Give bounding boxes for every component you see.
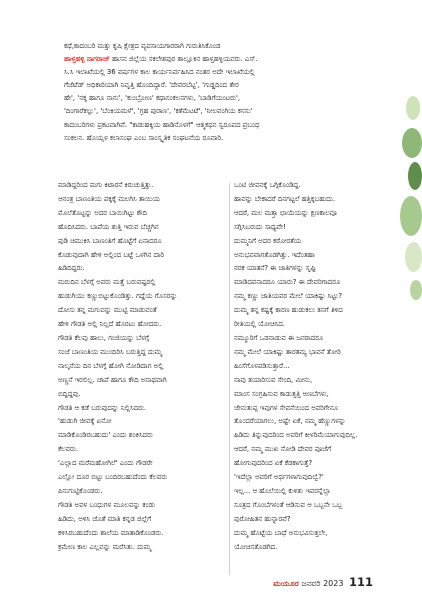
story-line: ಹಿಂಸೆಗೊಳಪಡಿಸುತ್ತಾರೆ... [234,361,290,370]
story-line: ಬಿದ್ದಿದ್ದವು. [58,389,81,398]
decorative-foliage-image [400,0,422,600]
story-line: ಎಲ್ಲೋ ದೂರ ಬಿಟ್ಟು ಬಂದಿರಬಹುದೆಂದು ಕೆಲವರು [58,473,168,482]
story-line: ಹುಡುಗಿಯು ಕಣ್ಣುಬಿಟ್ಟುಕೊಂಡಿತ್ತು. ಗದ್ದೆಯ ಗೊಸರನ್ನು [58,292,178,301]
story-line: ಹಿಡಿದು ತಿನ್ನುವುದರಿಂದ ಅವರಿಗೆ ಕೀಳರಿಮೆಯಾಗುವುದಿಲ್ಲ. [234,431,358,440]
story-line: ಹಿಡಿದಿದ್ದರು. [58,264,85,273]
page-footer [273,575,373,589]
story-line: ಮಾಡಿಕೊಂಡಿರಬಹುದು' ಎಂದು ಶಂಕಿಸಿದರು [58,431,153,440]
bio-text: ಕಾದಂಬರಿಗಳು ಪ್ರಕಟವಾಗಿವೆ. "ಕಾಡುಹಕ್ಕಿಯ ಹಾಡಿನೊಳಗೆ" ಆತ್ಮಕಥನ ಸ್ವರೂಪದ ಪ್ರಬಂಧ [64,120,260,129]
story-line: ಗೌಡತಿ ಅವಳ ಬಂಧುಗಳ ಮೂಲವನ್ನು ಕಂಡು [58,500,156,509]
story-line: ಒಂಟಿ ಜೀವನಕ್ಕೆ ಒಗ್ಗಿಕೊಂಡಿದ್ದ. [234,181,301,189]
story-line: ಹೋಗುವುದರಿಂದ ಏಕೆ ಕೆಡಕಾಗುತ್ತೆ? [234,459,313,468]
story-line: ನಮ್ಮ ಮೇಲೆ ಯಾಕಿಷ್ಟು ತಾರತಮ್ಯ ಭಾವನೆ ತೋರಿ [234,347,341,356]
story-column-left [58,179,226,554]
bio-line [64,105,388,118]
story-line: ಗೌಡತಿ ಆ ಕಡೆ ಬರುವುದನ್ನು ನಿಲ್ಲಿಸಿದರು. [58,403,147,412]
story-line: ಪಿಸುಗುಟ್ಟಿಕೊಂಡರು. [58,486,103,495]
story-line: ಪುರೋಹಿತನ ಹುನ್ನಾರವೆ? [234,514,291,523]
story-column-right [234,179,402,554]
bio-line [64,79,388,92]
story-line: ಸಗ್ಗಿಸಿಬರುದು ಸಾಧ್ಯವೇ! [234,222,286,231]
bio-line [64,119,388,132]
story-line: ಪುಡಿ ಚಿಮುಕಿಸಿ ಬಾಣಂತಿಗೆ ಹೊಟ್ಟೆಗೆ ಏನಾದರೂ [58,236,162,245]
story-line: ಹೇಳಿ ಗೌಡತಿ ಅಲ್ಲಿ ನಿಲ್ಲದೆ ಹೊರಟು ಹೋದರು. [58,320,162,329]
story-line: ಮರುದಿನ ಬೆಳಗ್ಗೆ ಅವರು ಮತ್ತೆ ಬರುವಷ್ಟರಲ್ಲಿ [58,278,156,287]
bio-text: ಕಥೆ,ಕಾದಂಬರಿ ಮತ್ತು ಕೃಷಿ ಕ್ಷೇತ್ರದ ವ್ಯವಸಾಯಗಾರರಾಗಿ ಗುರುತಿಸಿಕೊಂಡ [64,42,221,50]
story-line: ದುಮ್ಮ ಹೊಟ್ಟೆಯ ಬಾಧೆ ಅನುಭವಿಸುತ್ತಲೇ, [234,528,328,537]
story-line: ನರಕ ಯಾತನೆ? ಈ ಜಾತಿಗಳನ್ನು ಸೃಷ್ಟಿ [234,264,316,273]
bio-text: ಹೇ', 'ನಕ್ಕ ಹಾಗೂ ನಾನು', 'ಕುಂಬ್ರೋಣ' ಕಥಾಸಂಕಲನಗಳು, 'ಬಾಡಿಗೆಯಂಟರು', [64,94,241,103]
story-line: ಆದರೆ, ಮಲ ಮತ್ತಾ ಛಾಯೆಯನ್ನು ಕ್ಷಣಕಾಲವೂ [234,208,337,217]
story-line: ಕಳಿಸಿರಬಹುದೆಂದು ಶಾಲೆಯ ಮಾತಾಡಿಕೊಂಡರು. [58,528,164,537]
story-line: ಆನಂತ್ರ ಬಾಣಂತಿಯ ಪಕ್ಕಕ್ಕೆ ಮಲಗಿಸಿ ತಾಯಿಯ [58,194,160,203]
page-number: 111 [348,575,373,589]
story-line: ಕ್ರಮೇಣ ಕಾಲ ಎಲ್ಲವನ್ನು ಮರೆಸಿತು. ದುಮ್ಮ [58,542,152,551]
story-line: ಮಾಂಸ ಸಂಗ್ರಹಿಸುವ ಕಾಡುತ್ತತ್ತಿ ಅಣಬೆಗಳು, [234,389,329,398]
story-line: ದುಮ್ಮನಿಗೆ ಅದರ ಕಠೋರತೆಯ [234,236,302,245]
bio-line [64,40,388,53]
story-line: ನಾಲ್ಕನೆಯ ದಿನ ಬೆಳಗ್ಗೆ ಹೋಗಿ ನೋಡಿದಾಗ ಅಲ್ಲಿ [58,361,164,370]
bio-line [64,66,388,79]
story-line: 'ಹುಡುಗಿ ಜೀವಕ್ಕೆ ಏನೋ [58,417,112,426]
bio-line [64,53,388,66]
story-line: ಹೊದಿಸಿದರು. ಬಾಪೆಯ ತುತ್ತಿ ಇರುವ ಬೆಚ್ಚಗಿನ [58,222,159,231]
issue-date: ಜನವರಿ 2023 [301,579,344,588]
bio-text: 'ದಿಂಗಾರೆಕಲ್ಲು', 'ಬೆಂಕಿಯಮಳೆ', 'ಗ್ರಹ ಪುರಾಣ', 'ಕತೆಮೆಟಟೆ', 'ನೀಲವಂಗಿಯ ಕನಸು' [64,107,253,116]
story-line: ದೋಸು ತನ್ನ ಮಗುವನ್ನು ಮುಟ್ಟಿ ಮಾಡುವಂತೆ [58,306,157,315]
story-line: 'ಎಲ್ಲಾದ ಮರೆಮಹೋಗಿಲೆ' ಎಂದು ಗೌಡರೇ [58,459,153,468]
bio-line [64,92,388,105]
story-line: ನಮ್ಮೂರಿಗೆ ಒಡನಾಡುವ ಈ ಜನರಾದರೂ [234,333,324,342]
story-line: ಕೆಲವರು. [58,445,79,454]
story-line: ಹಾವನ್ನು ಬೇಕಾದರೆ ದಿನಗಟ್ಟಲೆ ಹತ್ತಿಕ್ಕಬಹುದು. [234,194,336,203]
story-line: ಮೊಲೆತೊಟ್ಟನ್ನು ಅದರ ಬಾಯಿಗಿಟ್ಟು ಕೌದಿ [58,208,147,217]
bio-text: ಗೆಜೆಟೆಡ್ ಅಧಿಕಾರಿಯಾಗಿ ನಿವೃತ್ತಿ ಹೊಂದಿದ್ದಾರೆ. 'ದೇವರಬೆಟ್ಟ', 'ಗುಡ್ಡದಿಂದ ತೇರ [64,81,239,90]
story-line: ತೊಂದರೆಯಾಗಲು, ಅಷ್ಟೇ ಏಕೆ, ನಮ್ಮ ಹೆಣ್ಣುಗಳನ್ನು [234,417,346,426]
story-line: ಅನುಭವವಾಗತೊಡಗಿತ್ತು. ಇದೆಂತಹಾ [234,250,315,259]
story-line: 'ಇದೆಲ್ಲಾ ಅವರಿಗೆ ಅರ್ಥಗಳಾಗುವುದಿಲ್ವೆ?' [234,473,324,482]
story-line: ಯೋಚಿಸತೊಡಗಿದ. [234,542,278,551]
author-bio [64,40,388,145]
story-line: ಮಾಡಿದವನಾದರೂ ಯಾರು? ಈ ದೇವರಿಗಾದರೂ [234,278,341,287]
magazine-name: ಮಯೂರ [273,579,299,588]
story-line: ಮಾಡಿದ್ದರಿಂದ ಮಗು ಕಿಟಾರನೆ ಕಿರುಚುತ್ತಿತ್ತು. [58,181,154,189]
story-line: ದುಮ್ಮ ತನ್ನ ಕಷ್ಟಕ್ಕೆ ಕಾರಣ ಹುಡುಕಲು ತನಗೆ ತಿಳಿದ [234,306,343,315]
column-divider [229,183,230,575]
story-line: ರೀತಿಯಲ್ಲಿ ಯೋಚಿಸಿದ. [234,320,285,329]
story-line: ಜೇನುತುಪ್ಪ ಇವುಗಳ ಸೇವನೆಯಿಂದ ಅವರಿಗೇನೂ [234,403,339,412]
bio-line [64,132,388,145]
bio-text: ಸಂಕಲನ. ಹೊಯ್ಸಳ ಕಲಾಸಂಘ ಎಂಬ ಸಾಂಸ್ಕೃತಿಕ ಸಂಘಟನೆಯ ರೂವಾರಿ. [64,133,224,142]
story-line: ಅಣ್ಣನೆ ಇರಲಿಲ್ಲ. ಚಾಪೆ ಹಾಗೂ ಕೌದಿ ಅನಾಥವಾಗಿ [58,375,167,384]
story-line: ಇಲ್ಲ... ಆ ಹೊಲೆಯಿಲ್ಲಿ ಕುಳಿತು ಇವರನ್ನೆಲ್ಲಾ [234,486,331,495]
story-line: ಸಂಜೆ ಬಾಣಂತಿಯ ಮುಂದಿರಿಸಿ ಬರುತ್ತಿದ್ದ ದುಮ್ಮ [58,347,162,356]
story-line: ನಾವು ತಯಾರಿಸುವ ಸೇಂದಿ, ಮೀನು, [234,375,313,384]
story-line: ಹಿಡಿದು, ಅಳಿಸಿ ಜೊತೆ ಮಾತಿ ಕನ್ನಡ ಜಿಲ್ಲೆಗೆ [58,514,152,523]
story-line: ಕೊಡುವುದಾಗಿ ಹೇಳಿ ಅಲ್ಲಿಂದ ಬಟ್ಟೆ ಒಳಗಿನ ದಾರಿ [58,250,165,259]
story-line: ಸೂತ್ರದ ಗೊಂಬೆಗಳಂತೆ ಆಡಿಸುವ ಆ ಒಬ್ಬನೇ ಒಬ್ಬ [234,500,343,509]
bio-text: ಸಿ.ಸಿ ಇಲಾಖೆಯಲ್ಲಿ 36 ವರ್ಷಗಳ ಕಾಲ ಕಾರ್ಯನಿರ್ವಹಿಸಿದ ನಂತರ ಅದೇ ಇಲಾಖೆಯಲ್ಲಿ [64,68,255,77]
story-line: ನಮ್ಮ ಕಣ್ಣು ಜಾತಿಯವರ ಮೇಲೆ ಯಾಕಿಷ್ಟು ಸಿಟ್ಟು? [234,292,343,301]
story-line: ಗೌಡತಿ ಕೆಲವು ಹಾಲು, ಗಂಜಿಯನ್ನು ಬೆಳಗ್ಗೆ [58,333,150,342]
author-name: ಹಾಳ್ತಹಳ್ಳಿ ನಾಗರಾಜ್ [64,55,110,64]
story-line: ಆದರೆ, ನಮ್ಮ ಮುಖ ನೋಡಿ ದೇವರ ಪೂಜೆಗೆ [234,445,332,454]
bio-text: ಹಾಸನ ಜಿಲ್ಲೆಯ ಸಕಲೇಶಪುರ ತಾಲ್ಲೂಕಿನ ಹಾಳ್ತಹಳ್ಳಿಯವರು. ಎಸ್. [109,55,258,64]
